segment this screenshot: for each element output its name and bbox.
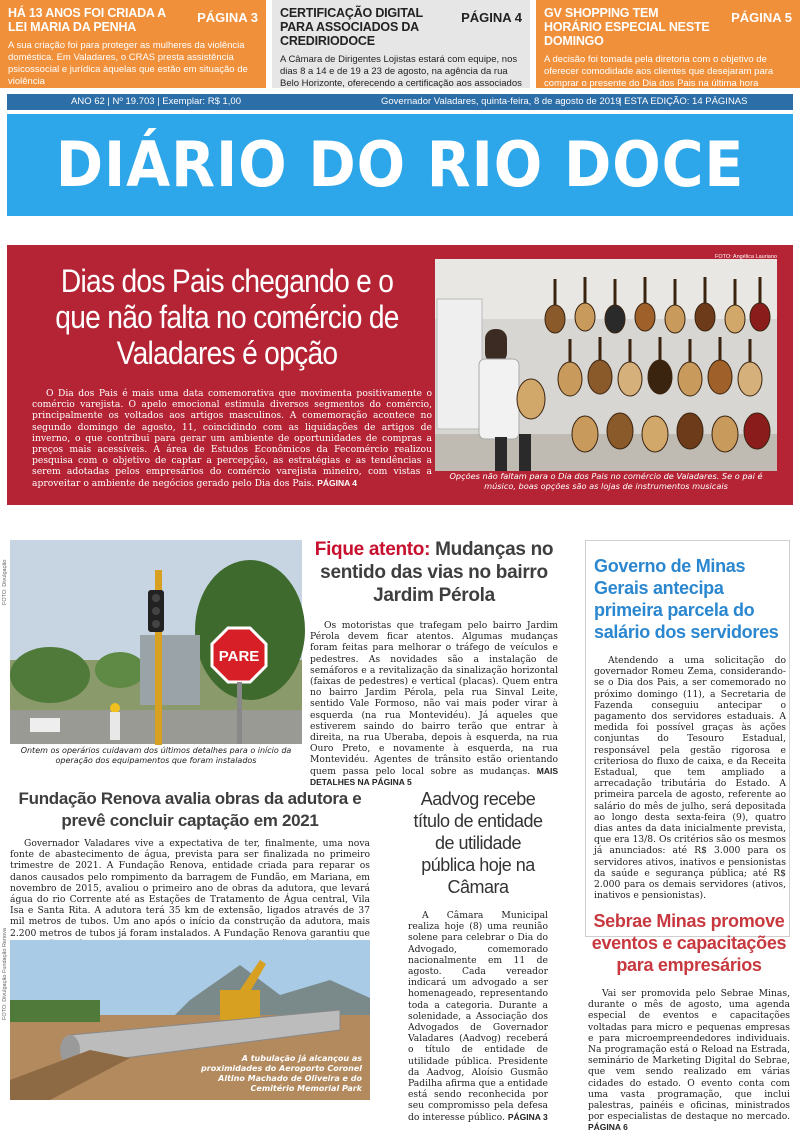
lead-body-text: O Dia dos Pais é mais uma data comemorativa que movimenta positivamente o comércio varejista. O apelo emocional estimula diversos segmentos do comércio, principalmente os voltados aos artigos masculinos. A comemoração acontece no segundo domingo de agosto, 11, coincidindo com as liquidações de artigos de inverno, o que contribui para gerar um ambiente de oportunidades de compras a preços mais acessíveis. A área de Estudos Econômicos da Fecomércio realizou pesquisa com o objetivo de captar a percepção, as estratégias e as tendências a serem adotadas pelos empresários do comércio varejista mineiro, com vistas a aproveitar o ambiente de negócios gerado pelo Dia dos Pais.	[32, 388, 432, 489]
place-date: Governador Valadares, quinta-feira, 8 de agosto de 2019	[381, 96, 621, 107]
teaser-body: A sua criação foi para proteger as mulheres da violência doméstica. Em Valadares, o CRAS presta assistência psicossocial e jurídica àquelas que estão em situação de violência	[8, 40, 248, 87]
pare-sign-text: PARE	[218, 648, 260, 665]
teaser-certificacao-digital[interactable]	[272, 0, 530, 88]
renova-body	[10, 838, 370, 950]
teaser-page: PÁGINA 3	[197, 10, 258, 25]
aadvog-page-ref: PÁGINA 3	[507, 1111, 548, 1122]
aadvog-headline: Aadvog recebe título de entidade de utilidade pública hoje na Câmara	[413, 789, 543, 897]
governo-box[interactable]	[585, 540, 790, 937]
newspaper-title: DIÁRIO DO RIO DOCE	[55, 128, 745, 201]
sebrae-body-text: Vai ser promovida pelo Sebrae Minas, durante o mês de agosto, uma agenda especial de eventos e capacitações voltadas para micro e pequenas empresas e para microempreendedores individuais. Na programação está o Reload na Estrada, seminário de Marketing Digital do Sebrae, que vem sendo realizado em várias cidades do estado. O evento conta com uma vasta programação, que inclui palestras, painéis e oficinas, ministrados por especialistas de destaque no mercado.	[588, 988, 790, 1123]
traffic-page-ref: MAIS DETALHES NA PÁGINA 5	[310, 765, 559, 787]
traffic-illustration	[10, 540, 302, 744]
sebrae-body	[588, 988, 790, 1134]
traffic-body-text: Os motoristas que trafegam pelo bairro Jardim Pérola devem ficar atentos. Algumas mudanças foram feitas para melhorar o tráfego de veículos e pedestres. As novidades são a instalação de semáforos e a revitalização da sinalização horizontal (faixas de pedestres) e vertical (placas). Quem entra no bairro Jardim Pérola, pela rua Sinval Leite, sentido Vale Formoso, não vai mais poder virar à esquerda (na rua Montevidéu). Já aqueles que estiverem saindo do bairro terão que entrar à direita, na rua Uberaba, depois à esquerda, na rua Ouro Preto, e novamente à esquerda, na rua Montevidéu. Agentes de trânsito estão orientando quem passa pelo local sobre as mudanças.	[310, 620, 558, 777]
traffic-kicker: Fique atento:	[314, 539, 431, 560]
sebrae-headline: Sebrae Minas promove eventos e capacitações para empresários	[591, 911, 787, 975]
renova-headline: Fundação Renova avalia obras da adutora e prevê concluir captação em 2021	[18, 789, 362, 830]
governo-body	[594, 655, 786, 901]
traffic-headline-text: Mudanças no sentido das vias no bairro Jardim Pérola	[320, 539, 554, 606]
sebrae-page-ref: PÁGINA 6	[588, 1122, 628, 1133]
pipeline-photo-credit: FOTO: Divulgação Fundação Renova	[2, 928, 8, 1020]
lead-photo-caption: Opções não faltam para o Dia dos Pais no comércio de Valadares. Se o pai é músico, boas opções são as lojas de instrumentos musicais	[449, 471, 763, 491]
masthead[interactable]	[7, 114, 793, 216]
renova-body-text: Governador Valadares vive a expectativa de ter, finalmente, uma nova fonte de abastecimento de água, prevista para ser finalizada no primeiro trimestre de 2021. A Fundação Renova, entidade criada para reparar os danos causados pelo rompimento da barragem de Fundão, em Mariana, em novembro de 2015, avaliou o primeiro ano de obras da adutora, que levará água do rio Corrente até as Estações de Tratamento de Água central, Vila Isa e Santa Rita. A adutora terá 35 km de extensão, ligados através de 37 mil metros de tubos. Um ano após o início da construção da adutora, mais 2.200 metros de tubos já foram instalados. A Fundação Renova garantiu que	[10, 838, 370, 939]
governo-body-text: Atendendo a uma solicitação do governador Romeu Zema, considerando-se o Dia dos Pais, a ser comemorado no próximo domingo (11), a Secretaria de Fazenda conseguiu antecipar o pagamento dos servidores estaduais. A medida foi possível graças às ações conjuntas do Tesouro Estadual, responsável pela gestão rigorosa e criteriosa do fluxo de caixa, e da Receita Estadual, que tem ampliado a arrecadação tributária do Estado. A primeira parcela de agosto, referente ao salário do mês de julho, será depositada ao longo desta sexta-feira (9), quatro dias antes da data inicialmente prevista, que era 13/8. Os critérios são os mesmos já anunciados: até R$ 3.000 para os servidores ativos, inativos e pensionistas da saúde e segurança pública; até R$ 2.000 para os demais servidores (ativos, inativos e pensionistas).	[594, 655, 786, 902]
lead-body	[32, 388, 432, 489]
governo-headline: Governo de Minas Gerais antecipa primeira parcela do salário dos servidores	[594, 556, 779, 642]
aadvog-body	[408, 910, 548, 1123]
issue-info: ANO 62 | Nº 19.703 | Exemplar: R$ 1,00	[71, 96, 241, 107]
man-head	[485, 329, 507, 363]
traffic-photo-caption: Ontem os operários cuidavam dos últimos detalhes para o início da operação dos equipamentos que foram instalados	[20, 746, 292, 765]
lead-story[interactable]	[7, 245, 793, 505]
traffic-headline	[310, 538, 558, 607]
guitar-store-photo	[435, 259, 777, 471]
pipeline-photo-caption: A tubulação já alcançou as proximidades do Aeroporto Coronel Altino Machado de Oliveira e do Cemitério Memorial Park	[201, 1054, 362, 1093]
lead-headline: Dias dos Pais chegando e o que não falta no comércio de Valadares é opção	[55, 263, 399, 371]
guitar-store-illustration	[435, 259, 777, 471]
traffic-body	[310, 620, 558, 788]
teaser-title: GV SHOPPING TEM HORÁRIO ESPECIAL NESTE DOMINGO	[544, 6, 710, 48]
teaser-title: HÁ 13 ANOS FOI CRIADA A LEI MARIA DA PENHA	[8, 6, 166, 34]
dateline-bar	[7, 94, 793, 110]
traffic-photo-credit: FOTO: Divulgação	[2, 559, 8, 605]
lead-photo-credit: FOTO: Angélica Lauriano	[715, 254, 777, 260]
teaser-gv-shopping[interactable]	[536, 0, 800, 88]
teaser-body: A decisão foi tomada pela diretoria com o objetivo de oferecer comodidade aos clientes que desejaram para comprar o presente do Dia dos Pais na última hora	[544, 54, 774, 89]
lead-page-ref: PÁGINA 4	[317, 477, 358, 488]
teaser-title: CERTIFICAÇÃO DIGITAL PARA ASSOCIADOS DA CREDIRIODOCE	[280, 6, 423, 48]
teaser-page: PÁGINA 4	[461, 10, 522, 25]
teaser-page: PÁGINA 5	[731, 10, 792, 25]
aadvog-body-text: A Câmara Municipal realiza hoje (8) uma reunião solene para celebrar o Dia do Advogado, comemorado nacionalmente em 11 de agosto. Cada vereador indicará um advogado a ser homenageado, representando toda a categoria. Durante a solenidade, a Associação dos Advogados de Governador Valadares (Aadvog) receberá o título de entidade de utilidade pública. Presidente da Aadvog, Aloísio Gusmão Padilha afirma que a entidade está sendo reconhecida por seu compromisso pela defesa do interesse público.	[408, 910, 548, 1123]
teaser-body: A Câmara de Dirigentes Lojistas estará com equipe, nos dias 8 a 14 e de 19 a 23 de agosto, na agência da rua Belo Horizonte, oferecendo a certificação aos associados	[280, 54, 522, 89]
teaser-lei-maria-da-penha[interactable]	[0, 0, 266, 88]
edition-pages: | ESTA EDIÇÃO: 14 PÁGINAS	[619, 96, 748, 107]
traffic-light-photo	[10, 540, 302, 744]
